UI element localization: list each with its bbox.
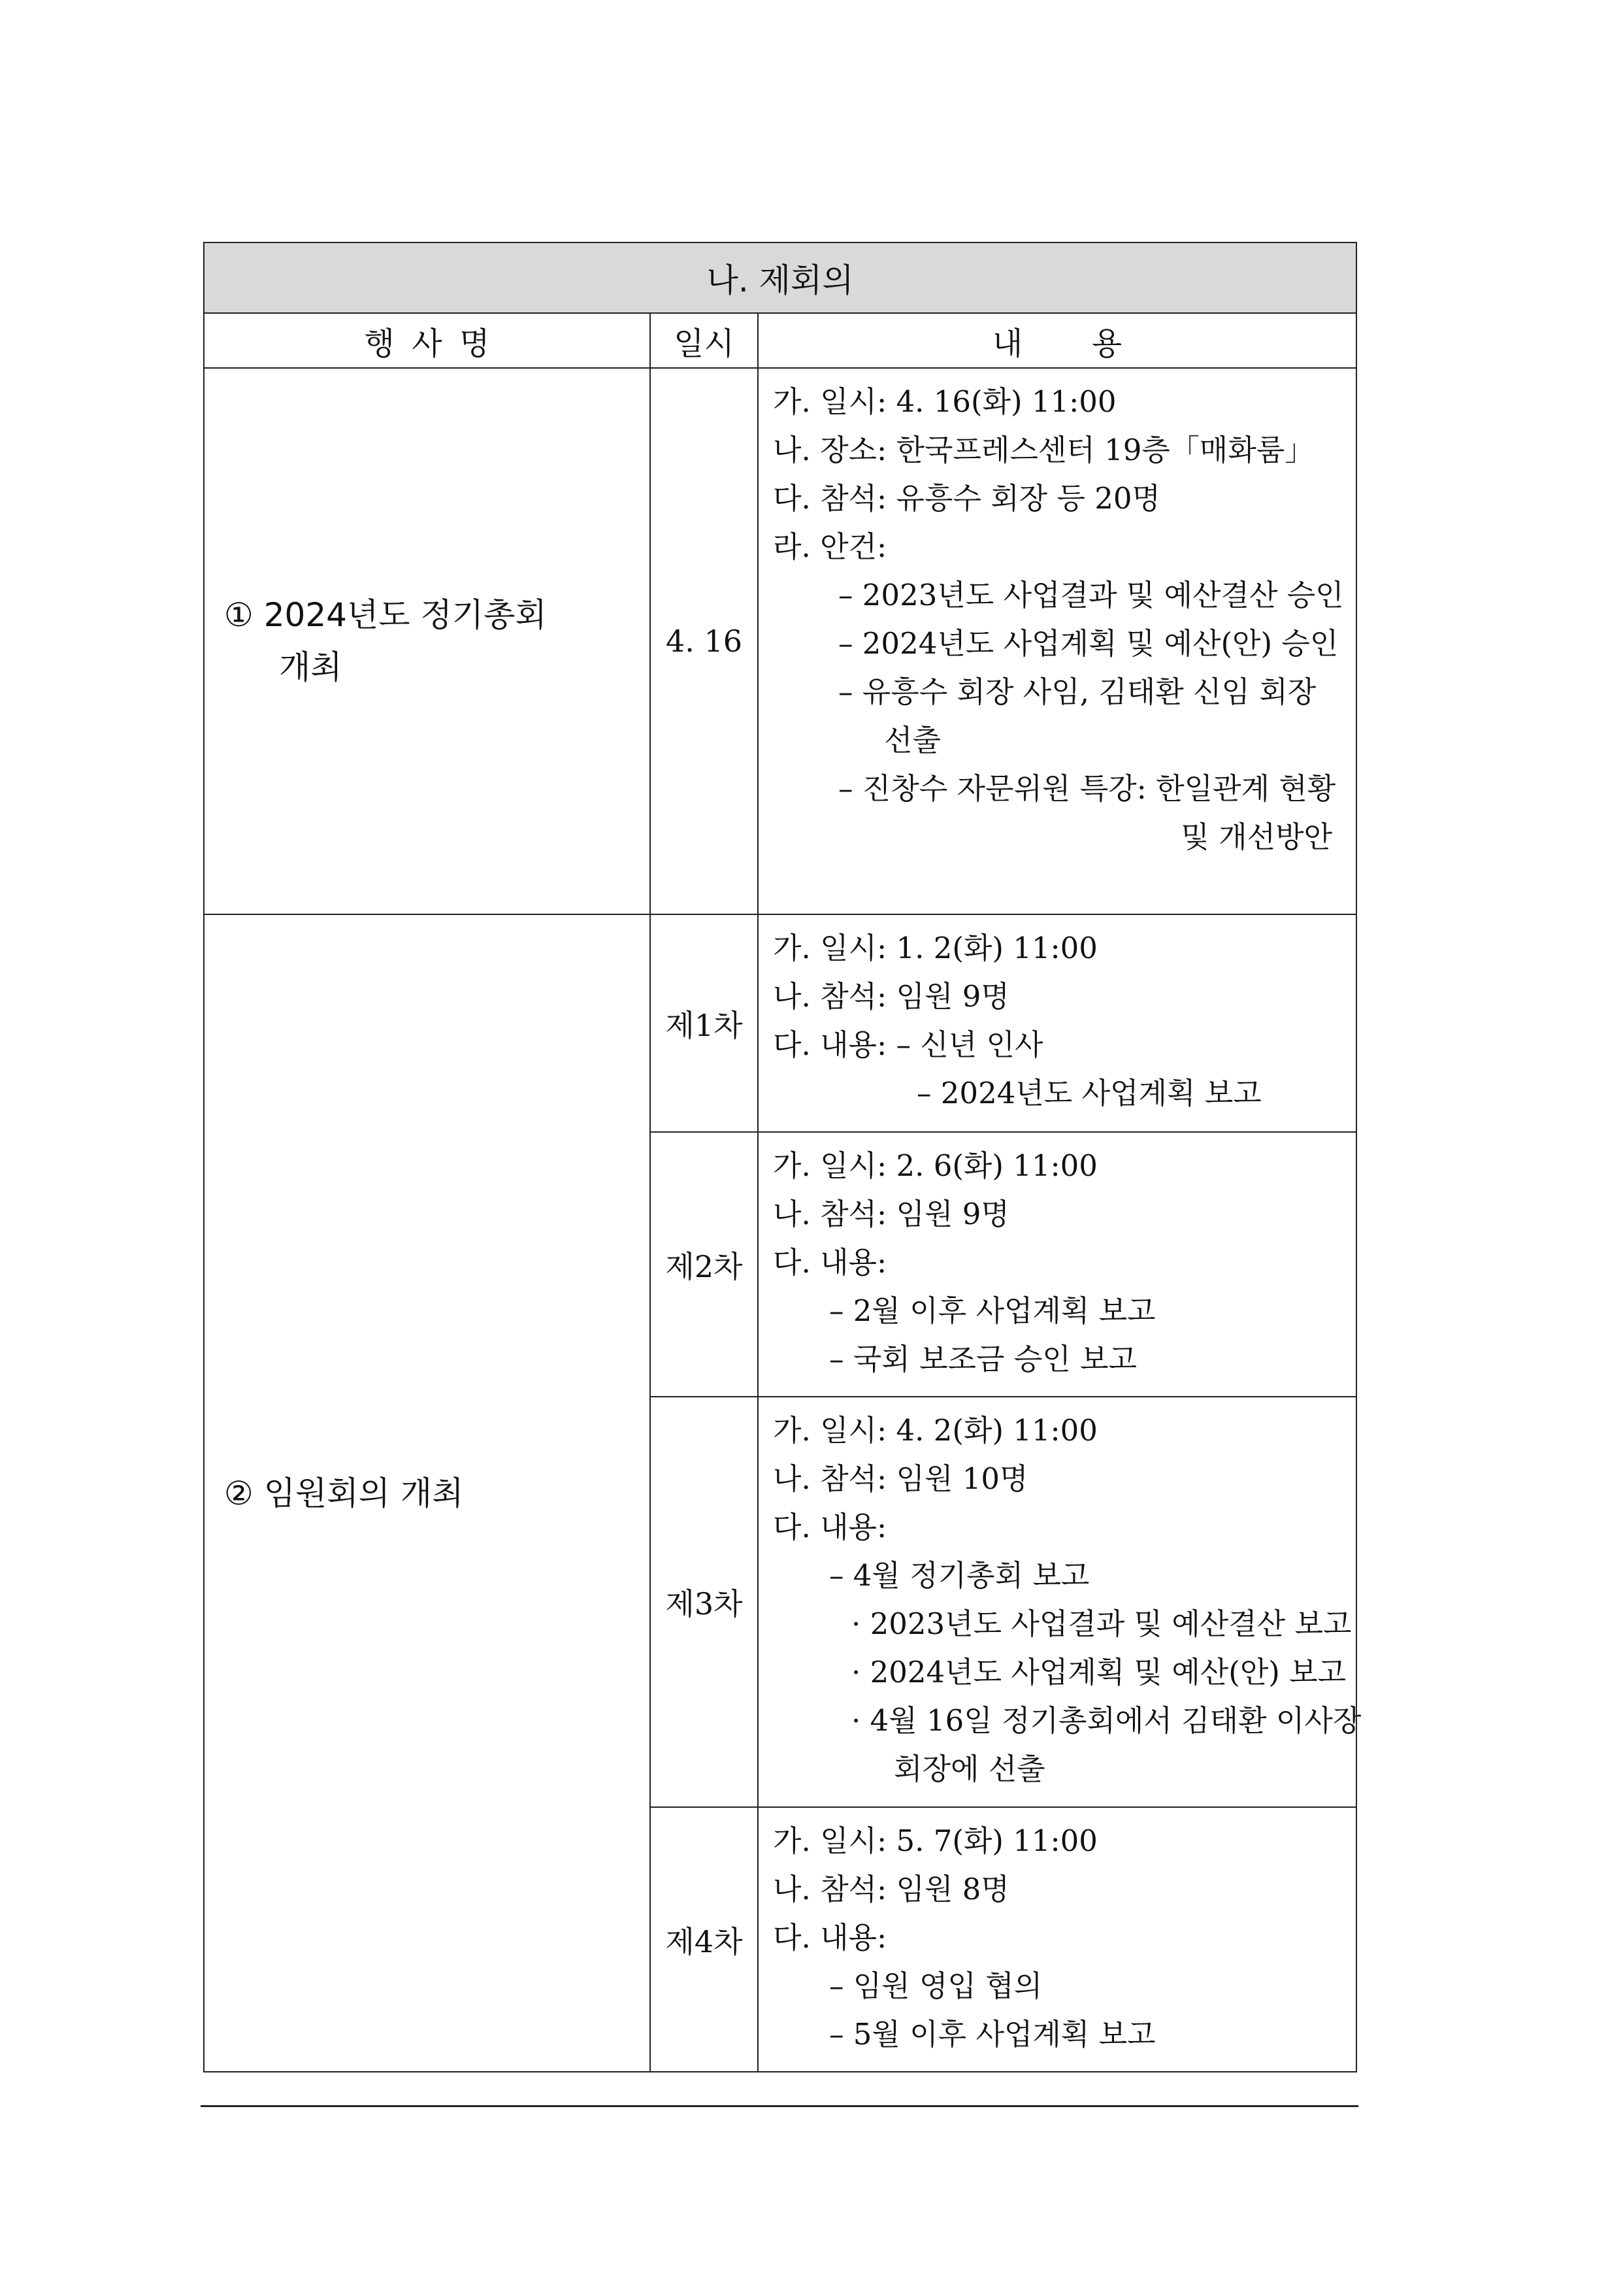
content-cell xyxy=(758,1132,1356,1397)
meetings-table xyxy=(203,242,1362,2072)
content-line: 나. 참석: 임원 8명 xyxy=(773,1872,1009,1906)
content-line: – 2023년도 사업결과 및 예산결산 승인 xyxy=(838,578,1344,612)
content-line: 가. 일시: 4. 2(화) 11:00 xyxy=(773,1413,1098,1448)
content-line: 선출 xyxy=(884,723,941,757)
date-cell: 제2차 xyxy=(650,1132,758,1397)
content-line: 나. 참석: 임원 9명 xyxy=(773,1197,1009,1231)
header-event: 행사명 xyxy=(204,313,650,368)
content-line: 회장에 선출 xyxy=(894,1752,1045,1786)
event-cell-general-assembly xyxy=(204,368,650,914)
event-cell-executive-meetings: ② 임원회의 개최 xyxy=(204,914,650,2072)
header-date: 일시 xyxy=(650,313,758,368)
date-cell: 제4차 xyxy=(650,1807,758,2072)
content-line: 가. 일시: 5. 7(화) 11:00 xyxy=(773,1823,1098,1858)
date-cell: 제1차 xyxy=(650,914,758,1132)
content-line: – 5월 이후 사업계획 보고 xyxy=(829,2017,1156,2052)
content-line: – 4월 정기총회 보고 xyxy=(829,1558,1090,1593)
content-line: – 진창수 자문위원 특강: 한일관계 현황 xyxy=(838,771,1336,806)
content-line: – 임원 영입 협의 xyxy=(829,1969,1043,2003)
table-bottom-rule xyxy=(201,2105,1358,2107)
content-line: 다. 내용: xyxy=(773,1245,887,1280)
content-line: 나. 장소: 한국프레스센터 19층「매화룸」 xyxy=(773,433,1315,467)
content-line: 다. 내용: – 신년 인사 xyxy=(773,1027,1043,1062)
content-line: – 2월 이후 사업계획 보고 xyxy=(829,1293,1156,1328)
content-line: – 유흥수 회장 사임, 김태환 신임 회장 xyxy=(838,674,1317,709)
table-header-row xyxy=(204,313,1356,368)
table-title-row xyxy=(204,242,1356,313)
event-name-line1: ① 2024년도 정기총회 xyxy=(224,596,547,634)
content-line: · 2024년도 사업계획 및 예산(안) 보고 xyxy=(851,1655,1347,1689)
table-row xyxy=(204,368,1356,914)
section-title: 나. 제회의 xyxy=(204,242,1356,313)
table-row xyxy=(204,914,1356,1132)
header-content: 내용 xyxy=(758,313,1356,368)
content-line: 다. 참석: 유흥수 회장 등 20명 xyxy=(773,481,1160,516)
date-cell: 제3차 xyxy=(650,1397,758,1807)
content-line: 나. 참석: 임원 9명 xyxy=(773,979,1009,1014)
content-line: 가. 일시: 1. 2(화) 11:00 xyxy=(773,931,1098,965)
content-line: – 2024년도 사업계획 보고 xyxy=(917,1076,1262,1110)
content-line: – 2024년도 사업계획 및 예산(안) 승인 xyxy=(838,626,1339,661)
content-cell xyxy=(758,368,1356,914)
content-cell xyxy=(758,1807,1356,2072)
content-line: 다. 내용: xyxy=(773,1510,887,1544)
content-line: · 2023년도 사업결과 및 예산결산 보고 xyxy=(851,1606,1352,1641)
content-line: 가. 일시: 2. 6(화) 11:00 xyxy=(773,1148,1098,1183)
content-line: 가. 일시: 4. 16(화) 11:00 xyxy=(773,384,1117,419)
content-line: · 4월 16일 정기총회에서 김태환 이사장 xyxy=(851,1703,1362,1738)
content-line: 및 개선방안 xyxy=(1181,820,1333,854)
event-name-line2: 개최 xyxy=(279,648,342,686)
content-cell xyxy=(758,914,1356,1132)
date-cell: 4. 16 xyxy=(650,368,758,914)
content-line: 라. 안건: xyxy=(773,529,887,564)
content-line: 나. 참석: 임원 10명 xyxy=(773,1461,1028,1496)
meetings-table-container xyxy=(203,242,1362,2072)
content-line: – 국회 보조금 승인 보고 xyxy=(829,1342,1137,1376)
content-line: 다. 내용: xyxy=(773,1920,887,1955)
content-cell xyxy=(758,1397,1362,1807)
